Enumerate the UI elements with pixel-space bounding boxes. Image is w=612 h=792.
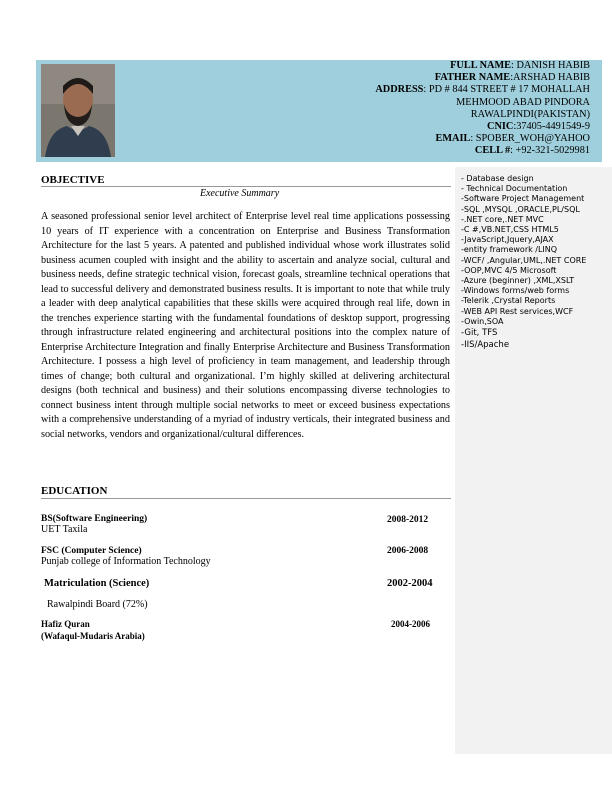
- profile-photo-image: [41, 64, 115, 157]
- skill-item: -Git, TFS: [461, 328, 498, 339]
- education-rule: [41, 498, 451, 499]
- skill-item: -Azure (beginner) ,XML,XSLT: [461, 276, 575, 286]
- degree-title: FSC (Computer Science): [41, 546, 142, 556]
- skill-item: -IIS/Apache: [461, 340, 510, 351]
- institution: Punjab college of Information Technology: [41, 556, 211, 567]
- skill-item: -WCF/ ,Angular,UML,.NET CORE: [461, 255, 587, 265]
- contact-header: [36, 60, 602, 162]
- education-years: 2004-2006: [391, 619, 430, 629]
- skill-item: -JavaScript,Jquery,AJAX: [461, 235, 554, 245]
- education-years: 2008-2012: [387, 515, 429, 525]
- address-line-3: RAWALPINDI(PAKISTAN): [470, 108, 590, 120]
- education-title: EDUCATION: [41, 485, 108, 497]
- skill-item: -WEB API Rest services,WCF: [461, 306, 574, 316]
- cnic-line: CNIC:37405-4491549-9: [487, 121, 590, 133]
- address-line: ADDRESS: PD # 844 STREET # 17 MOHALLAH: [375, 84, 590, 96]
- education-item: [41, 619, 145, 641]
- address-line-2: MEHMOOD ABAD PINDORA: [456, 96, 590, 108]
- skill-item: -.NET core,.NET MVC: [461, 214, 544, 224]
- father-name-line: FATHER NAME:ARSHAD HABIB: [434, 72, 590, 84]
- email-line: EMAIL: SPOBER_WOH@YAHOO: [435, 133, 590, 145]
- skill-item: -Software Project Management: [461, 194, 585, 204]
- degree-title: BS(Software Engineering): [41, 514, 148, 524]
- skill-item: - Technical Documentation: [461, 184, 568, 194]
- objective-text: A seasoned professional senior level architect of Enterprise level real time applications possessing 10 years of IT experience with a concentration on Enterprise and Business Transformation Architecture for the last 5 years. A patented and published individual whose work illustrates solid business acumen coupled with insight and the ability to ascertain and analyze social, cultural and business needs, define strategic technical vision, forecast goals, streamline technical operations that lead to successful delivery and demonstrated business results. It is important to note that while truly a leader with deep analytical capabilities that these skills were acquired through real life, down in the trenches experience starting with the fundamental foundations of desktop support, progressing through infrastructure related engineering and architectural positions into the complex nature of Enterprise Architecture Integration and finally Enterprise Architecture and Business Transformation Architecture. I possess a high level of proficiency in team management, and leadership through times of change; both cultural and organizational. I’m highly skilled at delivering architectural designs (both technical and business) and their solutions encompassing diverse technologies to connect business intent through multiple social networks to meet or exceed business expectations with a comprehensive understanding of a myriad of industry verticals, their integrated business and social networks, vendors and organizational/cultural differences.: [41, 211, 450, 440]
- skill-item: -C #,VB.NET,CSS HTML5: [461, 225, 559, 235]
- skill-item: -Telerik ,Crystal Reports: [461, 296, 556, 306]
- skill-item: -SQL ,MYSQL ,ORACLE,PL/SQL: [461, 204, 580, 214]
- education-item: [44, 578, 149, 610]
- contact-details: [375, 60, 590, 158]
- education-item: [41, 546, 211, 567]
- education-item: [41, 514, 147, 535]
- skill-item: -OOP,MVC 4/5 Microsoft: [461, 265, 557, 275]
- degree-title: Matriculation (Science): [44, 578, 150, 589]
- cell-line: CELL #: +92-321-5029981: [474, 145, 590, 157]
- education-years: 2006-2008: [387, 546, 429, 556]
- full-name-line: FULL NAME: DANISH HABIB: [450, 60, 590, 71]
- executive-summary-subtitle: Executive Summary: [200, 188, 280, 199]
- skill-item: - Database design: [461, 174, 534, 183]
- institution: (Wafaqul-Mudaris Arabia): [41, 631, 145, 641]
- skill-item: -Windows forms/web forms: [461, 286, 570, 296]
- institution: Rawalpindi Board (72%): [47, 599, 148, 610]
- degree-title: Hafiz Quran: [41, 619, 90, 629]
- education-years: 2002-2004: [387, 578, 433, 589]
- profile-photo: [41, 64, 115, 157]
- institution: UET Taxila: [41, 524, 88, 535]
- skills-list: [461, 174, 609, 350]
- skill-item: -entity framework /LINQ: [461, 245, 558, 255]
- objective-rule: [41, 186, 451, 187]
- objective-title: OBJECTIVE: [41, 174, 105, 186]
- skill-item: -Owin,SOA: [461, 316, 504, 326]
